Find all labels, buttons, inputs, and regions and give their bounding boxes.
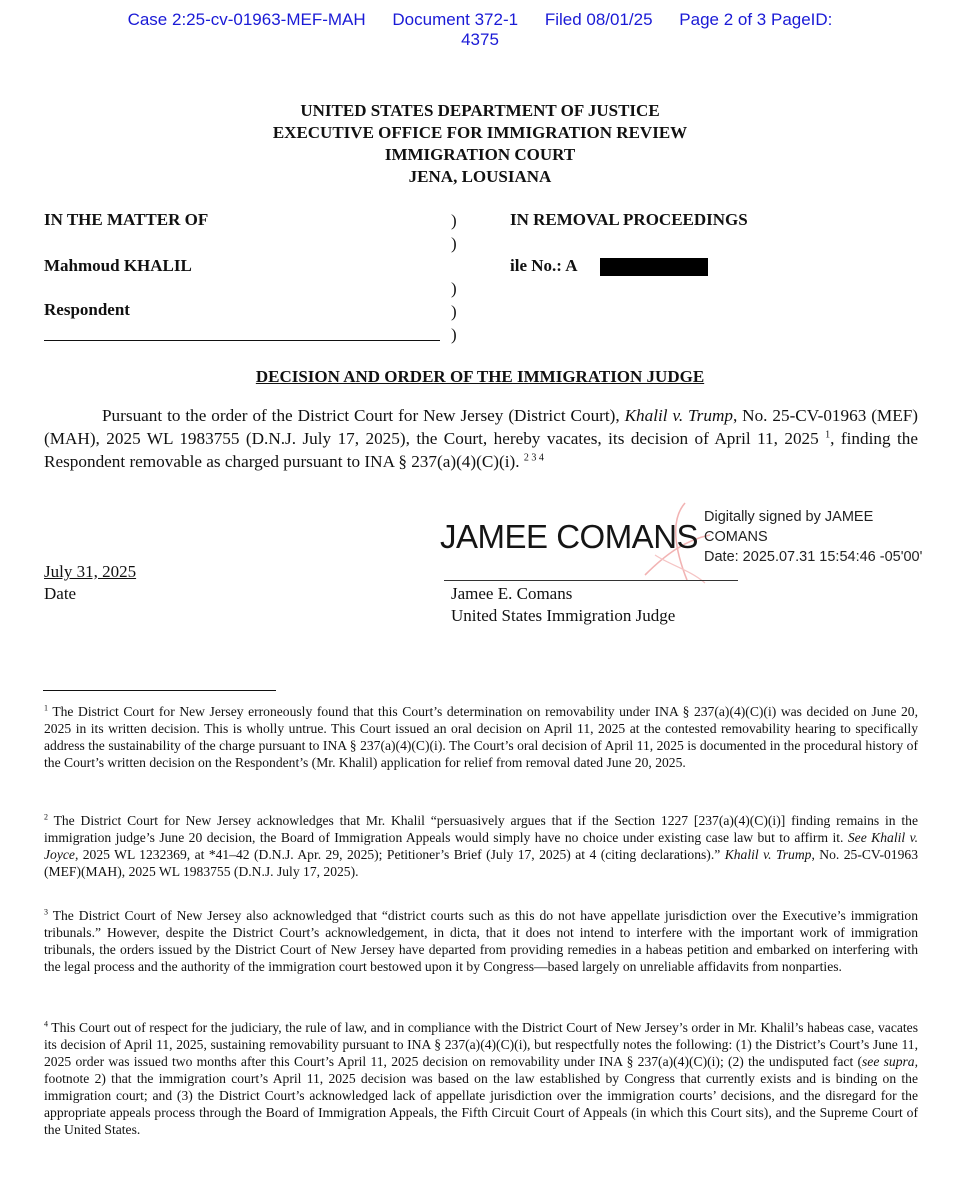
case-citation: Khalil v. Trump (624, 406, 733, 425)
court-line-3: IMMIGRATION COURT (384, 145, 576, 164)
footnote-refs-2-3-4: 2 3 4 (523, 452, 544, 464)
date-label: Date (44, 584, 77, 603)
caption-paren: ) (451, 234, 457, 253)
file-number-label: ile No.: A (510, 256, 578, 275)
court-line-1: UNITED STATES DEPARTMENT OF JUSTICE (300, 101, 660, 120)
footnote-4: $^4$ This Court out of respect for the judiciary, the rule of law, and in compliance with the District Court of New Jersey’s order in Mr. Khalil’s habeas case, vacates its decision of April 11, 2025, sustaining removability pursuant to INA § 237(a)(4)(C)(i), but respectfully notes the following: (1) the District’s Court’s June 11, 2025 order was issued two months after this Court’s April 11, 2025 decision on removability under INA § 237(a)(4)(C)(i); (2) the undisputed fact (see supra, footnote 2) that the immigration court’s April 11, 2025 decision was based on the law established by Congress that currently exists and is binding on the immigration court; and (3) the District Court’s acknowledged lack of appellate jurisdiction over the immigration courts’ decisions, and the disregard for the appropriate appeals process through the Board of Immigration Appeals, the Fifth Circuit Court of Appeals (in which this Court sits), and the Supreme Court of the United States. (44, 1019, 918, 1137)
court-heading (0, 100, 960, 188)
signature-date: July 31, 2025 (44, 562, 137, 581)
footnote-1: $^1$ The District Court for New Jersey erroneously found that this Court’s determination on removability under INA § 237(a)(4)(C)(i) was decided on June 20, 2025 in its written decision. This is wholly untrue. This Court issued an oral decision on April 11, 2025 at the contested removability hearing to specifically address the sustainability of the charge pursuant to INA § 237(a)(4)(C)(i). The Court’s oral decision of April 11, 2025 is documented in the procedural history of the Court’s written decision on the Respondent’s (Mr. Khalil) application for relief from removal dated June 20, 2025. (44, 703, 918, 770)
caption-paren: ) (451, 211, 457, 230)
judge-name: Jamee E. Comans (451, 584, 573, 603)
caption-paren: ) (451, 325, 457, 344)
digital-signature-details: Digitally signed by JAMEE COMANS Date: 2025.07.31 15:54:46 -05'00' (704, 509, 923, 565)
ecf-header (0, 10, 960, 50)
footnote-3: $^3$ The District Court of New Jersey also acknowledged that “district courts such as this do not have appellate jurisdiction over the Executive’s immigration tribunals.” However, despite the District Court’s acknowledgement, in dicta, that it does not intend to interfere with the important work of immigration tribunals, the orders issued by the District Court of New Jersey have departed from providing remedies in a habeas petition and embarked on interfering with the legal process and the authority of the immigration court bestowed upon it by Congress—based largely on unreliable affidavits from nonparties. (44, 907, 918, 974)
court-line-2: EXECUTIVE OFFICE FOR IMMIGRATION REVIEW (272, 123, 688, 142)
footnote-2: $^2$ The District Court for New Jersey acknowledges that Mr. Khalil “persuasively argues that if the Section 1227 [237(a)(4)(C)(i)] finding remains in the immigration judge’s June 20 decision, the Board of Immigration Appeals would simply have no choice under existing case law but to affirm it. See Khalil v. Joyce, 2025 WL 1232369, at *41–42 (D.N.J. Apr. 29, 2025); Petitioner’s Brief (July 17, 2025) at 4 (citing declarations).” Khalil v. Trump, No. 25-CV-01963 (MEF)(MAH), 2025 WL 1983755 (D.N.J. July 17, 2025). (44, 812, 919, 879)
caption-paren: ) (451, 279, 457, 298)
signature-line (444, 580, 738, 581)
in-the-matter-of: IN THE MATTER OF (44, 210, 209, 229)
footnote-ref-1: 1 (825, 429, 831, 441)
caption-rule (44, 340, 440, 341)
document-number: Document 372-1 (392, 10, 519, 29)
removal-proceedings: IN REMOVAL PROCEEDINGS (510, 210, 748, 229)
digital-signature-name: JAMEE COMANS (440, 518, 699, 555)
court-line-4: JENA, LOUSIANA (408, 167, 552, 186)
respondent-name: Mahmoud KHALIL (44, 256, 192, 275)
case-number: Case 2:25-cv-01963-MEF-MAH (127, 10, 366, 29)
decision-body: Pursuant to the order of the District Court for New Jersey (District Court), Khalil v. Trump, No. 25-CV-01963 (MEF)(MAH), 2025 WL 1983755 (D.N.J. July 17, 2025), the Court, hereby vacates, its decision of April 11, 2025 $^1$, finding the Respondent removable as charged pursuant to INA § 237(a)(4)(C)(i). $^{2 3 4}$ (44, 406, 918, 471)
filed-date: Filed 08/01/25 (544, 10, 653, 29)
page-id: 4375 (461, 30, 499, 49)
caption-paren: ) (451, 302, 457, 321)
footnote-rule (43, 690, 276, 691)
judge-title: United States Immigration Judge (451, 606, 676, 625)
page-info: Page 2 of 3 PageID: (679, 10, 833, 29)
decision-title: DECISION AND ORDER OF THE IMMIGRATION JUDGE (255, 367, 705, 386)
redaction-bar (600, 258, 708, 276)
respondent-label: Respondent (44, 300, 130, 319)
